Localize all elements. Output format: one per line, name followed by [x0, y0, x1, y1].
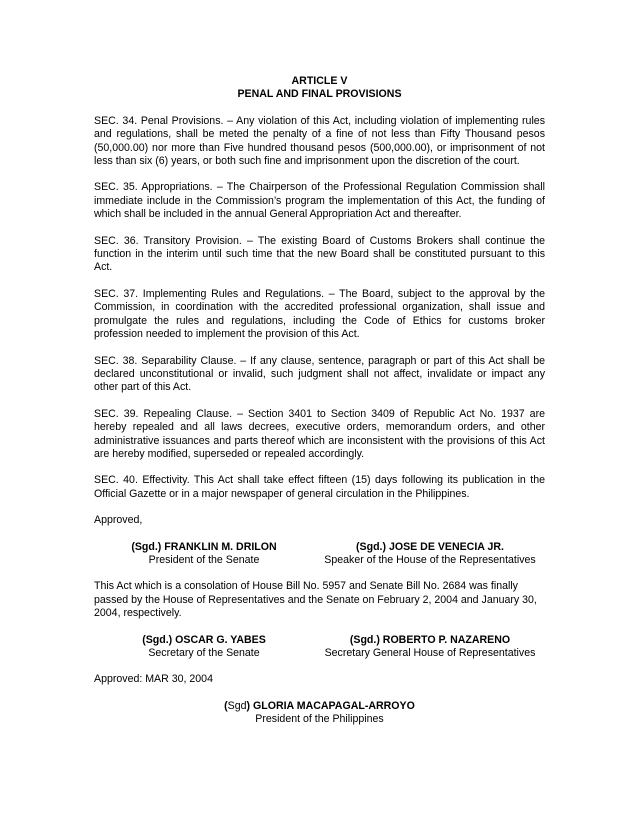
section-39: SEC. 39. Repealing Clause. – Section 3401 to Section 3409 of Republic Act No. 1937 are hereby repealed and all laws decrees, executive orders, memorandum orders, and other administrative issuances and parts thereof which are inconsistent with the provisions of this Act are hereby modified, superseded or repealed accordingly.	[94, 407, 545, 460]
signatory-name: (Sgd.) OSCAR G. YABES	[142, 633, 266, 646]
approval-date: Approved: MAR 30, 2004	[94, 673, 213, 686]
signatory-title: Secretary General House of Representatives	[324, 647, 536, 659]
section-38: SEC. 38. Separability Clause. – If any clause, sentence, paragraph or part of this Act shall be declared unconstitutional or invalid, such judgment shall not affect, invalidate or impact any other part of this Act.	[94, 354, 545, 394]
article-number: ARTICLE V	[291, 75, 348, 87]
signature-de-venecia	[315, 541, 545, 568]
sgd-text: Sgd	[227, 699, 247, 712]
signatory-name: (Sgd.) JOSE DE VENECIA JR.	[356, 540, 504, 553]
sgd-open-paren: (	[224, 699, 228, 712]
approved-label: Approved,	[94, 514, 143, 527]
final-signature	[94, 700, 545, 727]
section-40: SEC. 40. Effectivity. This Act shall take effect fifteen (15) days following its publication in the Official Gazette or in a major newspaper of general circulation in the Philippines.	[94, 474, 545, 500]
article-title: PENAL AND FINAL PROVISIONS	[237, 88, 402, 101]
signatory-title: Secretary of the Senate	[148, 647, 260, 659]
signature-row-1	[94, 541, 545, 568]
president-title: President of the Philippines	[255, 713, 384, 726]
signatory-name: (Sgd.) ROBERTO P. NAZARENO	[349, 633, 511, 646]
section-35: SEC. 35. Appropriations. – The Chairperson of the Professional Regulation Commission shall immediate include in the Commission’s program the implementation of this Act, the funding of which shall be included in the annual General Appropriation Act and thereafter.	[94, 181, 545, 221]
signatory-title: Speaker of the House of the Representatives	[324, 553, 536, 566]
signature-nazareno	[315, 634, 545, 661]
consolidation-note: This Act which is a consolation of House Bill No. 5957 and Senate Bill No. 2684 was finally passed by the House of Representatives and the Senate on February 2, 2004 and January 30, 2004, respectively.	[94, 580, 537, 620]
section-34: SEC. 34. Penal Provisions. – Any violation of this Act, including violation of implementing rules and regulations, shall be meted the penalty of a fine of not less than Fifty Thousand pesos (50,000.00) nor more than Five hundred thousand pesos (500,000.00), or imprisonment of not less than six (6) years, or both such fine and imprisonment upon the discretion of the court.	[94, 114, 545, 168]
document-page	[94, 75, 545, 727]
signatory-name: (Sgd.) FRANKLIN M. DRILON	[131, 540, 277, 553]
section-36: SEC. 36. Transitory Provision. – The existing Board of Customs Brokers shall continue the function in the interim until such time that the new Board shall be constituted pursuant to this Act.	[94, 234, 545, 274]
signature-row-2	[94, 634, 545, 661]
signature-yabes	[94, 634, 314, 661]
section-37: SEC. 37. Implementing Rules and Regulations. – The Board, subject to the approval by the Commission, in coordination with the accredited professional organization, shall issue and promulgate the rules and regulations, including the Code of Ethics for customs broker profession needed to implement the provision of this Act.	[94, 287, 545, 341]
signatory-title: President of the Senate	[148, 553, 260, 566]
president-name: ) GLORIA MACAPAGAL-ARROYO	[246, 699, 415, 712]
signature-drilon	[94, 541, 314, 568]
